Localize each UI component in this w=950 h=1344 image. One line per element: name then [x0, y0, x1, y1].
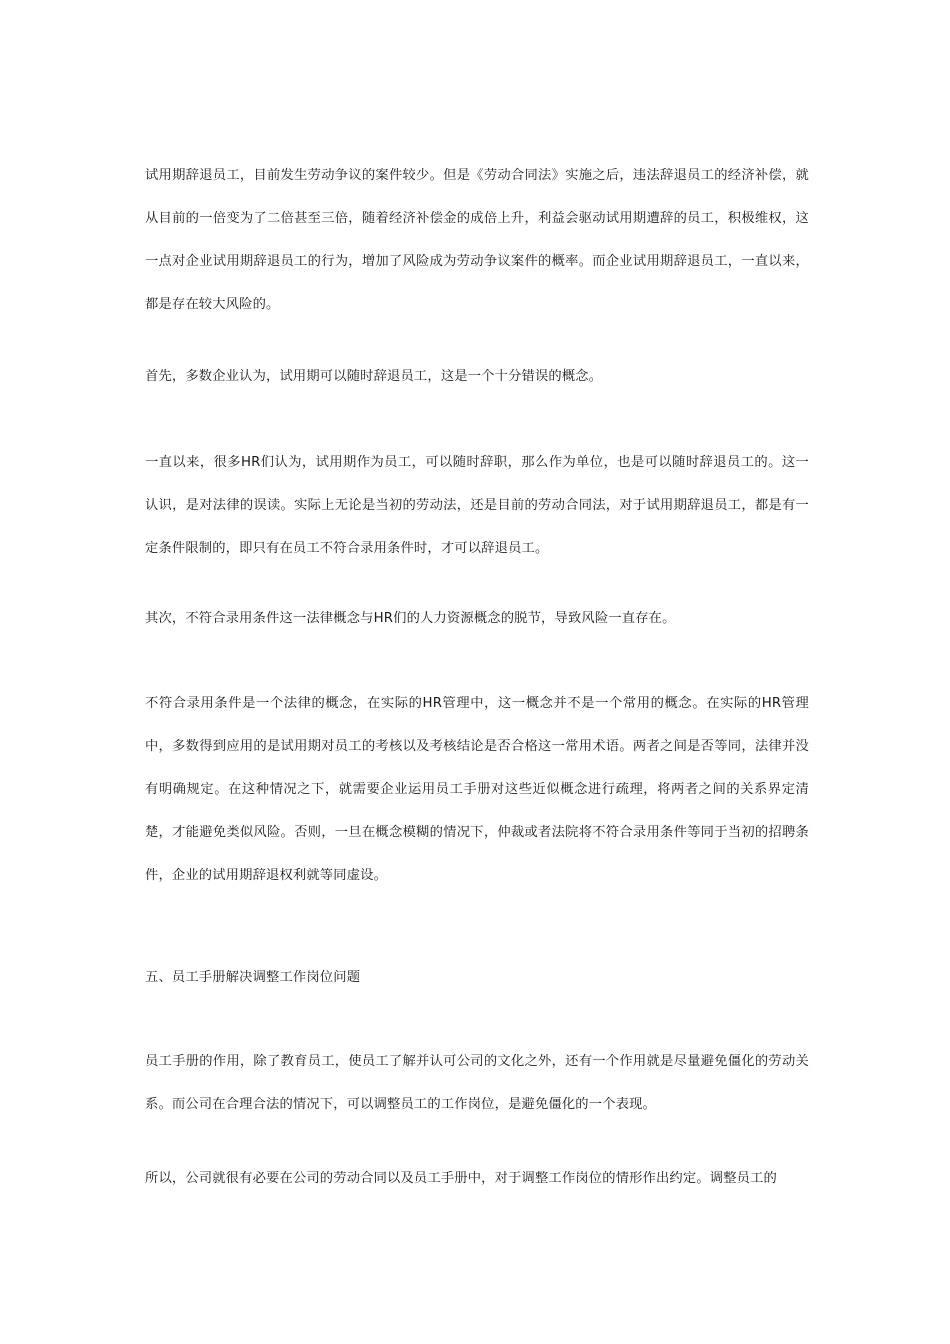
paragraph-position-adjustment: 所以，公司就很有必要在公司的劳动合同以及员工手册中，对于调整工作岗位的情形作出约定。调整员工的 [145, 1171, 778, 1186]
paragraph-second-concept-gap: 其次，不符合录用条件这一法律概念与HR们的人力资源概念的脱节，导致风险一直存在。 [145, 611, 676, 626]
paragraph-hr-misreading-law: 一直以来，很多HR们认为，试用期作为员工，可以随时辞职，那么作为单位，也是可以随时辞退员工的。这一认识，是对法律的误读。实际上无论是当初的劳动法，还是目前的劳动合同法，对于试用期辞退员工，都是有一定条件限制的，即只有在员工不符合录用条件时，才可以辞退员工。 [145, 455, 809, 556]
paragraph-first-misconception: 首先，多数企业认为，试用期可以随时辞退员工，这是一个十分错误的概念。 [145, 369, 603, 384]
section-heading-five: 五、员工手册解决调整工作岗位问题 [145, 970, 361, 985]
paragraph-hiring-conditions-concept: 不符合录用条件是一个法律的概念，在实际的HR管理中，这一概念并不是一个常用的概念。在实际的HR管理中，多数得到应用的是试用期对员工的考核以及考核结论是否合格这一常用术语。两者之间是否等同，法律并没有明确规定。在这种情况之下，就需要企业运用员工手册对这些近似概念进行疏理，将两者之间的关系界定清楚，才能避免类似风险。否则，一旦在概念模糊的情况下，仲裁或者法院将不符合录用条件等同于当初的招聘条件，企业的试用期辞退权利就等同虚设。 [145, 696, 809, 883]
paragraph-probation-dismissal-risk: 试用期辞退员工，目前发生劳动争议的案件较少。但是《劳动合同法》实施之后，违法辞退员工的经济补偿，就从目前的一倍变为了二倍甚至三倍，随着经济补偿金的成倍上升，利益会驱动试用期遭辞的员工，积极维权，这一点对企业试用期辞退员工的行为，增加了风险成为劳动争议案件的概率。而企业试用期辞退员工，一直以来，都是存在较大风险的。 [145, 168, 809, 312]
paragraph-handbook-purpose: 员工手册的作用，除了教育员工，使员工了解并认可公司的文化之外，还有一个作用就是尽量避免僵化的劳动关系。而公司在合理合法的情况下，可以调整员工的工作岗位，是避免僵化的一个表现。 [145, 1054, 809, 1112]
